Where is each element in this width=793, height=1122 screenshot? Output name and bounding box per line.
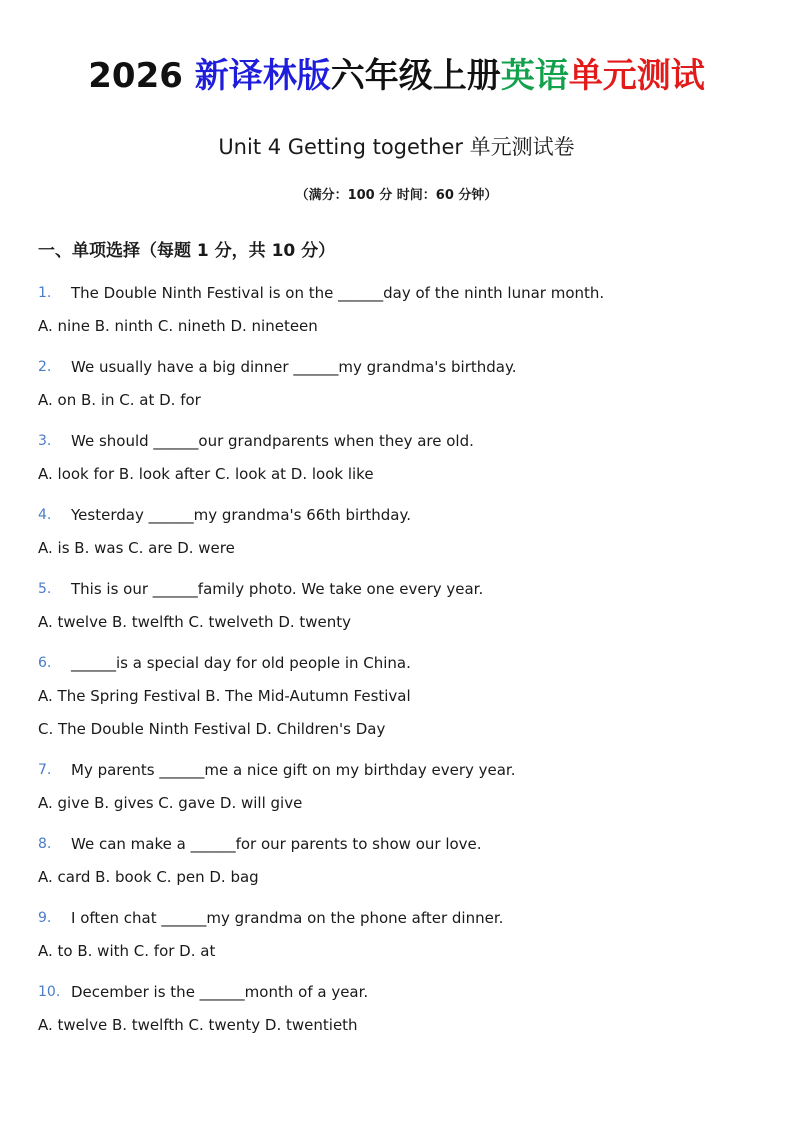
question-stem-line (38, 431, 758, 451)
question-number: 3. (38, 433, 52, 449)
answer-options: A. twelve B. twelfth C. twenty D. twentieth (38, 1016, 358, 1034)
question-item (38, 653, 758, 739)
question-stem-line (38, 505, 758, 525)
answer-options: A. on B. in C. at D. for (38, 391, 201, 409)
question-stem-line (38, 283, 758, 303)
title-segment: 2026 (88, 56, 195, 96)
question-stem: Yesterday ______my grandma's 66th birthday. (71, 506, 411, 524)
unit-subtitle: Unit 4 Getting together 单元测试卷 (218, 135, 575, 159)
question-item (38, 760, 758, 813)
answer-options: A. give B. gives C. gave D. will give (38, 794, 303, 812)
title-segment: 英语 (500, 56, 569, 96)
question-number: 5. (38, 581, 52, 597)
question-stem-line (38, 834, 758, 854)
question-stem-line (38, 760, 758, 780)
question-stem: We usually have a big dinner ______my grandma's birthday. (71, 358, 517, 376)
question-number: 7. (38, 762, 52, 778)
answer-options: A. The Spring Festival B. The Mid-Autumn Festival (38, 687, 411, 705)
answer-options: A. card B. book C. pen D. bag (38, 868, 259, 886)
page-title (0, 48, 793, 97)
question-number: 6. (38, 655, 52, 671)
question-stem-line (38, 579, 758, 599)
question-stem: My parents ______me a nice gift on my birthday every year. (71, 761, 516, 779)
section-heading: 一、单项选择（每题 1 分，共 10 分） (38, 241, 336, 261)
question-stem: This is our ______family photo. We take one every year. (71, 580, 484, 598)
question-item (38, 283, 758, 336)
question-stem: ______is a special day for old people in China. (71, 654, 411, 672)
question-stem-line (38, 908, 758, 928)
question-stem-line (38, 653, 758, 673)
answer-options: A. to B. with C. for D. at (38, 942, 216, 960)
question-number: 4. (38, 507, 52, 523)
question-number: 10. (38, 984, 61, 1000)
question-stem-line (38, 357, 758, 377)
answer-options: A. nine B. ninth C. nineth D. nineteen (38, 317, 318, 335)
answer-options: A. is B. was C. are D. were (38, 539, 235, 557)
question-list (38, 283, 758, 1035)
title-segment: 单元测试 (568, 56, 705, 96)
question-item (38, 357, 758, 410)
question-stem: December is the ______month of a year. (71, 983, 369, 1001)
title-segment: 六年级上册 (330, 56, 501, 96)
question-number: 2. (38, 359, 52, 375)
answer-options: A. twelve B. twelfth C. twelveth D. twenty (38, 613, 352, 631)
question-stem: We can make a ______for our parents to show our love. (71, 835, 482, 853)
answer-options: C. The Double Ninth Festival D. Children's Day (38, 720, 386, 738)
score-time-note: （满分：100 分 时间：60 分钟） (295, 188, 498, 203)
question-item (38, 908, 758, 961)
title-segment: 新译林版 (194, 56, 331, 96)
question-stem: I often chat ______my grandma on the phone after dinner. (71, 909, 504, 927)
question-number: 8. (38, 836, 52, 852)
answer-options: A. look for B. look after C. look at D. look like (38, 465, 374, 483)
question-number: 1. (38, 285, 52, 301)
question-item (38, 982, 758, 1035)
question-stem: We should ______our grandparents when they are old. (71, 432, 474, 450)
question-stem: The Double Ninth Festival is on the ______day of the ninth lunar month. (71, 284, 605, 302)
question-item (38, 431, 758, 484)
question-number: 9. (38, 910, 52, 926)
question-item (38, 579, 758, 632)
question-item (38, 505, 758, 558)
question-stem-line (38, 982, 758, 1002)
question-item (38, 834, 758, 887)
